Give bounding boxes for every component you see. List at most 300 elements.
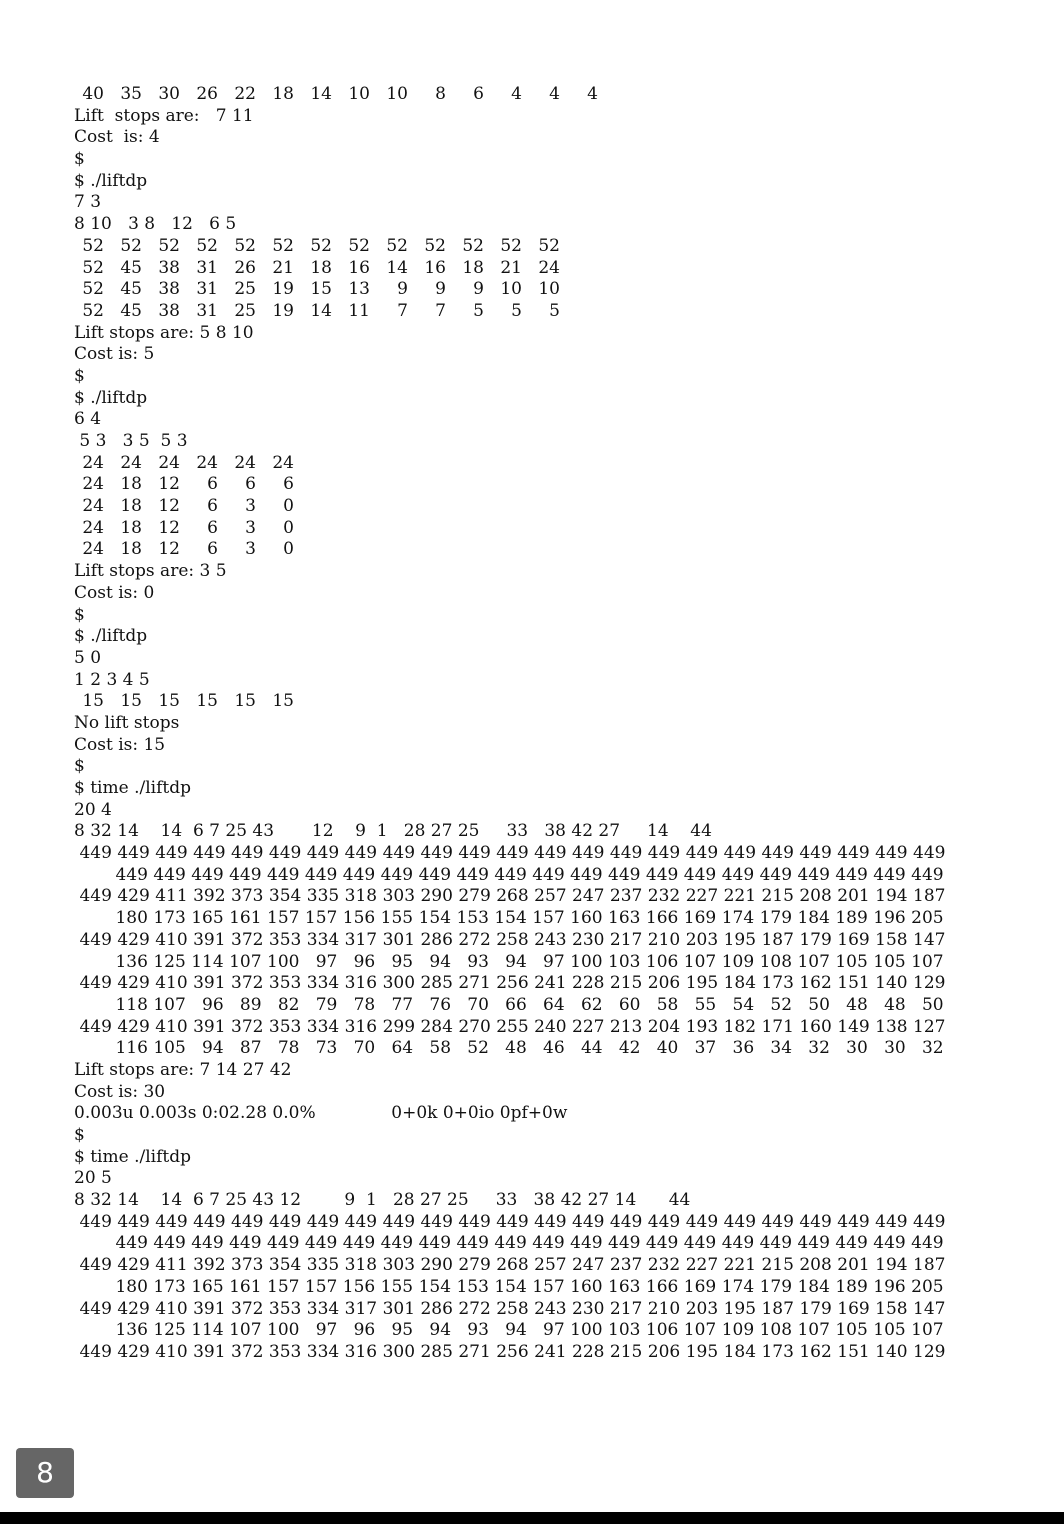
number-cell: 140 bbox=[875, 1341, 908, 1362]
number-cell: 107 bbox=[153, 994, 186, 1015]
number-cell: 318 bbox=[344, 1255, 378, 1276]
number-cell: 107 bbox=[229, 951, 262, 972]
number-cell: 187 bbox=[913, 1255, 946, 1276]
number-cell: 334 bbox=[306, 1341, 340, 1362]
number-row bbox=[74, 843, 954, 865]
number-row bbox=[74, 539, 954, 561]
number-cell: 160 bbox=[799, 1016, 832, 1037]
number-cell: 449 bbox=[193, 843, 226, 864]
number-cell: 196 bbox=[873, 908, 906, 929]
number-cell: 52 bbox=[158, 235, 180, 256]
number-cell: 334 bbox=[306, 929, 340, 950]
output-line: 5 3 3 5 5 3 bbox=[74, 431, 188, 451]
number-cell: 449 bbox=[458, 1211, 491, 1232]
number-cell: 353 bbox=[268, 1016, 302, 1037]
number-cell: 449 bbox=[382, 843, 416, 864]
number-cell: 449 bbox=[873, 1233, 906, 1254]
terminal-output bbox=[74, 84, 954, 1364]
number-cell: 73 bbox=[315, 1038, 338, 1059]
number-cell: 100 bbox=[570, 1320, 603, 1341]
number-cell: 36 bbox=[732, 1038, 755, 1059]
number-cell: 52 bbox=[234, 235, 256, 256]
number-cell: 5 bbox=[549, 300, 560, 321]
number-cell: 449 bbox=[534, 1211, 567, 1232]
number-cell: 151 bbox=[837, 1341, 870, 1362]
number-cell: 107 bbox=[911, 951, 944, 972]
number-cell: 174 bbox=[721, 1276, 755, 1297]
number-cell: 335 bbox=[306, 886, 340, 907]
output-line: 0.003u 0.003s 0:02.28 0.0% 0+0k 0+0io 0pf+0w bbox=[74, 1103, 568, 1124]
number-cell: 184 bbox=[797, 1276, 830, 1297]
number-row bbox=[74, 1233, 954, 1255]
number-cell: 18 bbox=[310, 257, 332, 278]
output-line: Cost is: 15 bbox=[74, 734, 166, 755]
number-cell: 18 bbox=[120, 496, 142, 517]
number-cell: 187 bbox=[761, 1298, 794, 1319]
number-cell: 64 bbox=[543, 994, 565, 1015]
number-cell: 258 bbox=[496, 1298, 529, 1319]
number-cell: 166 bbox=[645, 908, 679, 929]
number-cell: 449 bbox=[268, 843, 302, 864]
number-cell: 3 bbox=[245, 539, 256, 560]
number-cell: 157 bbox=[267, 1276, 300, 1297]
number-cell: 205 bbox=[911, 1276, 944, 1297]
number-cell: 429 bbox=[117, 929, 150, 950]
number-cell: 215 bbox=[761, 1255, 794, 1276]
number-cell: 410 bbox=[155, 1016, 188, 1037]
number-row bbox=[74, 973, 954, 995]
number-cell: 52 bbox=[462, 235, 484, 256]
number-cell: 449 bbox=[155, 843, 188, 864]
number-cell: 157 bbox=[532, 908, 565, 929]
number-cell: 449 bbox=[117, 1211, 150, 1232]
output-line: $ bbox=[74, 756, 85, 777]
output-line: $ bbox=[74, 365, 85, 386]
number-cell: 30 bbox=[884, 1038, 906, 1059]
number-cell: 94 bbox=[505, 1320, 527, 1341]
number-cell: 97 bbox=[315, 951, 338, 972]
number-cell: 272 bbox=[458, 929, 491, 950]
number-cell: 243 bbox=[534, 1298, 567, 1319]
number-cell: 353 bbox=[268, 973, 302, 994]
number-cell: 189 bbox=[835, 908, 868, 929]
number-cell: 201 bbox=[837, 1255, 870, 1276]
number-cell: 204 bbox=[647, 1016, 681, 1037]
number-cell: 284 bbox=[420, 1016, 453, 1037]
number-cell: 449 bbox=[797, 1233, 830, 1254]
number-cell: 147 bbox=[913, 929, 946, 950]
number-cell: 149 bbox=[837, 1016, 870, 1037]
output-line: 8 32 14 14 6 7 25 43 12 9 1 28 27 25 33 38 42 27 14 44 bbox=[74, 1190, 691, 1211]
number-cell: 449 bbox=[304, 864, 338, 885]
number-row bbox=[74, 952, 954, 974]
number-cell: 449 bbox=[231, 1211, 264, 1232]
number-cell: 38 bbox=[158, 257, 180, 278]
number-cell: 180 bbox=[115, 1276, 148, 1297]
number-cell: 449 bbox=[344, 1211, 378, 1232]
number-cell: 391 bbox=[193, 1341, 226, 1362]
number-cell: 15 bbox=[272, 691, 294, 712]
number-cell: 372 bbox=[231, 1298, 264, 1319]
number-row bbox=[74, 453, 954, 475]
output-line: 8 10 3 8 12 6 5 bbox=[74, 214, 237, 235]
number-cell: 158 bbox=[875, 1298, 908, 1319]
number-cell: 100 bbox=[570, 951, 603, 972]
number-cell: 449 bbox=[115, 864, 148, 885]
number-cell: 173 bbox=[153, 1276, 186, 1297]
number-cell: 18 bbox=[272, 84, 294, 104]
number-cell: 316 bbox=[344, 1016, 378, 1037]
number-row bbox=[74, 301, 954, 323]
number-cell: 3 bbox=[245, 496, 256, 517]
number-cell: 372 bbox=[231, 929, 264, 950]
number-cell: 196 bbox=[873, 1276, 906, 1297]
number-cell: 11 bbox=[348, 300, 370, 321]
number-cell: 129 bbox=[913, 973, 946, 994]
number-cell: 290 bbox=[420, 886, 453, 907]
number-cell: 353 bbox=[268, 1298, 302, 1319]
number-cell: 14 bbox=[386, 257, 408, 278]
number-cell: 16 bbox=[348, 257, 370, 278]
number-cell: 129 bbox=[913, 1341, 946, 1362]
number-row bbox=[74, 279, 954, 301]
number-cell: 114 bbox=[191, 1320, 224, 1341]
number-cell: 24 bbox=[82, 517, 104, 538]
number-cell: 449 bbox=[229, 1233, 262, 1254]
number-cell: 301 bbox=[382, 1298, 416, 1319]
number-cell: 147 bbox=[913, 1298, 946, 1319]
number-row bbox=[74, 1299, 954, 1321]
number-cell: 316 bbox=[344, 973, 378, 994]
number-cell: 52 bbox=[196, 235, 218, 256]
number-cell: 50 bbox=[808, 994, 830, 1015]
number-cell: 449 bbox=[609, 843, 643, 864]
number-cell: 89 bbox=[239, 994, 262, 1015]
number-cell: 109 bbox=[721, 1320, 755, 1341]
number-cell: 107 bbox=[683, 951, 717, 972]
number-cell: 193 bbox=[685, 1016, 719, 1037]
number-cell: 40 bbox=[82, 84, 104, 104]
number-cell: 391 bbox=[193, 929, 226, 950]
number-cell: 335 bbox=[306, 1255, 340, 1276]
number-cell: 78 bbox=[353, 994, 376, 1015]
number-cell: 232 bbox=[647, 886, 681, 907]
number-cell: 15 bbox=[196, 691, 218, 712]
number-cell: 24 bbox=[234, 452, 256, 473]
number-cell: 95 bbox=[391, 1320, 414, 1341]
number-cell: 4 bbox=[511, 84, 522, 104]
number-cell: 6 bbox=[283, 474, 294, 495]
output-line: Lift stops are: 7 11 bbox=[74, 105, 254, 126]
number-cell: 449 bbox=[721, 864, 755, 885]
number-cell: 107 bbox=[797, 1320, 830, 1341]
number-cell: 64 bbox=[391, 1038, 414, 1059]
number-cell: 93 bbox=[467, 951, 489, 972]
number-cell: 316 bbox=[344, 1341, 378, 1362]
number-cell: 449 bbox=[532, 1233, 565, 1254]
output-line: 1 2 3 4 5 bbox=[74, 669, 150, 690]
number-cell: 449 bbox=[458, 843, 491, 864]
number-cell: 24 bbox=[538, 257, 560, 278]
number-cell: 15 bbox=[82, 691, 104, 712]
number-cell: 449 bbox=[799, 843, 832, 864]
number-row bbox=[74, 1212, 954, 1234]
number-cell: 227 bbox=[572, 1016, 605, 1037]
number-cell: 105 bbox=[153, 1038, 186, 1059]
number-cell: 162 bbox=[799, 973, 832, 994]
number-cell: 12 bbox=[158, 496, 180, 517]
number-cell: 449 bbox=[79, 1211, 112, 1232]
number-cell: 410 bbox=[155, 929, 188, 950]
number-cell: 410 bbox=[155, 1298, 188, 1319]
number-cell: 166 bbox=[645, 1276, 679, 1297]
number-cell: 449 bbox=[79, 1341, 112, 1362]
output-line: $ bbox=[74, 604, 85, 625]
number-cell: 449 bbox=[155, 1211, 188, 1232]
number-cell: 410 bbox=[155, 973, 188, 994]
number-cell: 353 bbox=[268, 929, 302, 950]
number-cell: 184 bbox=[723, 973, 757, 994]
number-row bbox=[74, 84, 954, 106]
number-cell: 34 bbox=[770, 1038, 793, 1059]
number-cell: 449 bbox=[609, 1211, 643, 1232]
number-cell: 31 bbox=[196, 279, 218, 300]
number-cell: 449 bbox=[191, 864, 224, 885]
output-line: $ time ./liftdp bbox=[74, 1146, 191, 1167]
number-cell: 44 bbox=[580, 1038, 603, 1059]
number-cell: 217 bbox=[609, 929, 643, 950]
number-cell: 449 bbox=[759, 864, 793, 885]
number-cell: 15 bbox=[158, 691, 180, 712]
number-cell: 31 bbox=[196, 257, 218, 278]
number-cell: 14 bbox=[310, 300, 332, 321]
number-cell: 173 bbox=[761, 973, 794, 994]
number-cell: 194 bbox=[875, 1255, 908, 1276]
number-cell: 15 bbox=[310, 279, 332, 300]
number-cell: 52 bbox=[538, 235, 560, 256]
number-cell: 32 bbox=[808, 1038, 830, 1059]
number-cell: 6 bbox=[207, 539, 218, 560]
number-cell: 169 bbox=[837, 1298, 870, 1319]
number-cell: 127 bbox=[913, 1016, 946, 1037]
number-cell: 449 bbox=[608, 864, 641, 885]
number-cell: 195 bbox=[685, 973, 719, 994]
number-cell: 303 bbox=[382, 1255, 416, 1276]
number-cell: 449 bbox=[79, 1298, 112, 1319]
number-cell: 268 bbox=[496, 1255, 529, 1276]
number-cell: 154 bbox=[418, 1276, 452, 1297]
number-cell: 40 bbox=[656, 1038, 679, 1059]
number-cell: 449 bbox=[570, 1233, 603, 1254]
number-cell: 449 bbox=[380, 864, 414, 885]
number-cell: 257 bbox=[534, 886, 567, 907]
number-cell: 449 bbox=[418, 1233, 452, 1254]
number-cell: 449 bbox=[420, 1211, 453, 1232]
number-cell: 285 bbox=[420, 1341, 453, 1362]
number-cell: 449 bbox=[494, 864, 527, 885]
number-cell: 136 bbox=[115, 1320, 148, 1341]
number-cell: 96 bbox=[202, 994, 224, 1015]
number-cell: 179 bbox=[799, 1298, 832, 1319]
number-cell: 79 bbox=[315, 994, 338, 1015]
number-cell: 203 bbox=[685, 929, 719, 950]
number-cell: 391 bbox=[193, 1298, 226, 1319]
number-cell: 184 bbox=[723, 1341, 757, 1362]
number-cell: 156 bbox=[342, 908, 376, 929]
number-cell: 411 bbox=[155, 886, 188, 907]
number-cell: 169 bbox=[683, 908, 717, 929]
number-cell: 449 bbox=[683, 864, 717, 885]
number-row bbox=[74, 1342, 954, 1364]
number-row bbox=[74, 1277, 954, 1299]
output-line: Cost is: 5 bbox=[74, 344, 155, 365]
number-row bbox=[74, 1017, 954, 1039]
number-cell: 3 bbox=[245, 517, 256, 538]
number-cell: 30 bbox=[846, 1038, 868, 1059]
number-cell: 449 bbox=[153, 1233, 186, 1254]
number-cell: 195 bbox=[685, 1341, 719, 1362]
number-cell: 230 bbox=[572, 1298, 605, 1319]
number-cell: 96 bbox=[353, 1320, 376, 1341]
number-cell: 391 bbox=[193, 1016, 226, 1037]
output-line: 20 4 bbox=[74, 799, 112, 820]
number-cell: 6 bbox=[207, 474, 218, 495]
output-line: Cost is: 4 bbox=[74, 127, 160, 148]
number-cell: 45 bbox=[120, 279, 142, 300]
number-cell: 24 bbox=[82, 539, 104, 560]
number-cell: 429 bbox=[117, 1255, 150, 1276]
output-line: 6 4 bbox=[74, 409, 102, 430]
number-cell: 449 bbox=[759, 1233, 793, 1254]
number-cell: 237 bbox=[609, 886, 643, 907]
number-cell: 179 bbox=[759, 1276, 793, 1297]
number-cell: 247 bbox=[572, 1255, 605, 1276]
number-cell: 66 bbox=[505, 994, 527, 1015]
number-cell: 169 bbox=[837, 929, 870, 950]
number-cell: 171 bbox=[761, 1016, 794, 1037]
number-cell: 6 bbox=[245, 474, 256, 495]
number-cell: 106 bbox=[645, 1320, 679, 1341]
number-cell: 449 bbox=[647, 1211, 681, 1232]
number-cell: 0 bbox=[283, 517, 294, 538]
number-cell: 26 bbox=[196, 84, 218, 104]
number-cell: 161 bbox=[229, 1276, 262, 1297]
number-cell: 153 bbox=[456, 908, 489, 929]
number-cell: 449 bbox=[418, 864, 452, 885]
number-row bbox=[74, 258, 954, 280]
number-cell: 31 bbox=[196, 300, 218, 321]
number-cell: 449 bbox=[721, 1233, 755, 1254]
number-cell: 247 bbox=[572, 886, 605, 907]
output-line: $ ./liftdp bbox=[74, 387, 148, 408]
number-cell: 21 bbox=[500, 257, 522, 278]
number-cell: 19 bbox=[272, 300, 294, 321]
number-cell: 215 bbox=[761, 886, 794, 907]
number-cell: 195 bbox=[723, 1298, 757, 1319]
output-line: Lift stops are: 7 14 27 42 bbox=[74, 1059, 292, 1080]
number-cell: 107 bbox=[797, 951, 830, 972]
number-cell: 9 bbox=[473, 279, 484, 300]
number-cell: 9 bbox=[397, 279, 408, 300]
number-cell: 449 bbox=[837, 1211, 870, 1232]
number-cell: 24 bbox=[82, 452, 104, 473]
number-cell: 25 bbox=[234, 300, 256, 321]
number-cell: 227 bbox=[685, 886, 719, 907]
output-line: Lift stops are: 3 5 bbox=[74, 561, 227, 582]
number-cell: 449 bbox=[342, 1233, 376, 1254]
number-cell: 7 bbox=[397, 300, 408, 321]
number-cell: 256 bbox=[496, 1341, 529, 1362]
number-cell: 32 bbox=[921, 1038, 944, 1059]
number-cell: 303 bbox=[382, 886, 416, 907]
number-cell: 449 bbox=[267, 1233, 300, 1254]
number-cell: 217 bbox=[609, 1298, 643, 1319]
number-cell: 9 bbox=[435, 279, 446, 300]
number-cell: 268 bbox=[496, 886, 529, 907]
number-cell: 160 bbox=[570, 1276, 603, 1297]
number-cell: 138 bbox=[875, 1016, 908, 1037]
number-cell: 187 bbox=[913, 886, 946, 907]
number-cell: 125 bbox=[153, 951, 186, 972]
number-cell: 24 bbox=[82, 496, 104, 517]
number-cell: 449 bbox=[873, 864, 906, 885]
number-row bbox=[74, 1255, 954, 1277]
number-cell: 94 bbox=[429, 1320, 452, 1341]
number-cell: 449 bbox=[496, 1211, 529, 1232]
number-cell: 449 bbox=[761, 843, 794, 864]
number-cell: 154 bbox=[494, 1276, 527, 1297]
number-cell: 392 bbox=[193, 886, 226, 907]
number-cell: 449 bbox=[647, 843, 681, 864]
number-cell: 15 bbox=[234, 691, 256, 712]
number-cell: 201 bbox=[837, 886, 870, 907]
number-cell: 184 bbox=[797, 908, 830, 929]
number-cell: 10 bbox=[386, 84, 408, 104]
number-cell: 0 bbox=[283, 496, 294, 517]
number-cell: 372 bbox=[231, 1341, 264, 1362]
number-cell: 449 bbox=[304, 1233, 338, 1254]
number-cell: 10 bbox=[500, 279, 522, 300]
number-cell: 317 bbox=[344, 1298, 378, 1319]
number-cell: 258 bbox=[496, 929, 529, 950]
number-cell: 48 bbox=[846, 994, 868, 1015]
number-cell: 116 bbox=[115, 1038, 148, 1059]
number-cell: 257 bbox=[534, 1255, 567, 1276]
number-cell: 52 bbox=[82, 279, 104, 300]
output-line: Cost is: 30 bbox=[74, 1081, 166, 1102]
number-cell: 373 bbox=[231, 886, 264, 907]
number-cell: 52 bbox=[424, 235, 446, 256]
number-cell: 4 bbox=[549, 84, 560, 104]
number-cell: 169 bbox=[683, 1276, 717, 1297]
output-line: 8 32 14 14 6 7 25 43 12 9 1 28 27 25 33 38 42 27 14 44 bbox=[74, 821, 712, 842]
number-cell: 6 bbox=[207, 517, 218, 538]
number-cell: 210 bbox=[647, 929, 681, 950]
number-cell: 6 bbox=[473, 84, 484, 104]
number-cell: 48 bbox=[505, 1038, 527, 1059]
output-line: $ bbox=[74, 1125, 85, 1145]
number-cell: 52 bbox=[500, 235, 522, 256]
number-cell: 232 bbox=[647, 1255, 681, 1276]
number-cell: 6 bbox=[207, 496, 218, 517]
number-cell: 215 bbox=[609, 973, 643, 994]
number-cell: 16 bbox=[424, 257, 446, 278]
number-row bbox=[74, 496, 954, 518]
number-cell: 100 bbox=[267, 1320, 300, 1341]
output-line: $ ./liftdp bbox=[74, 626, 148, 647]
number-cell: 24 bbox=[272, 452, 294, 473]
number-cell: 241 bbox=[534, 973, 567, 994]
